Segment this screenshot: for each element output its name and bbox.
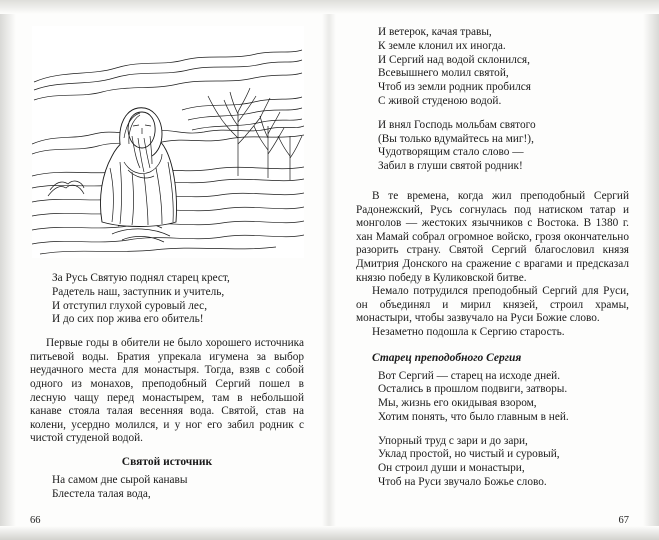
verse-line: Блестела талая вода,: [52, 487, 151, 500]
right-page-prose: [356, 190, 629, 340]
paragraph-old-age: Незаметно подошла к Сергию старость.: [372, 325, 565, 338]
verse-line: Радетель наш, заступник и учитель,: [52, 285, 225, 298]
verse-block-3: [356, 26, 629, 109]
verse-line: Хотим понять, что было главным в ней.: [378, 410, 569, 423]
verse-line: Забил в глуши святой родник!: [378, 160, 523, 173]
verse-line: На самом дне сырой канавы: [52, 473, 188, 486]
verse-line: И отступил глухой суровый лес,: [52, 299, 208, 312]
verse-block-4: [356, 119, 629, 174]
verse-line: И Сергий над водой склонился,: [378, 53, 530, 66]
verse-block-5: [356, 370, 629, 425]
verse-line: Уклад простой, но чистый и суровый,: [378, 448, 560, 461]
verse-line: Чудотворящим стало слово —: [378, 146, 524, 159]
paragraph-sergius-labours: Немало потрудился преподобный Сергий для Руси, он объединял и мирил князей, строил храмы, монастыри, чтобы зазвучало на Руси Божие слово.: [356, 285, 629, 325]
verse-line: И до сих пор жива его обитель!: [52, 313, 204, 326]
verse-line: Остались в прошлом подвиги, затворы.: [378, 383, 568, 396]
section-heading-elder-sergius: Старец преподобного Сергия: [372, 351, 522, 364]
page-number-left: 66: [30, 515, 41, 526]
verse-line: И внял Господь мольбам святого: [378, 118, 536, 131]
verse-line: Вот Сергий — старец на исходе дней.: [378, 369, 561, 382]
verse-block-6: [356, 435, 629, 490]
section-heading-holy-spring: Святой источник: [121, 455, 213, 468]
verse-block-1: [30, 272, 304, 327]
verse-line: За Русь Святую поднял старец крест,: [52, 272, 230, 284]
right-page: [330, 0, 659, 540]
verse-line: Он строил души и монастыри,: [378, 462, 525, 475]
verse-line: Упорный труд с зари и до зари,: [378, 434, 528, 447]
verse-line: Чтоб из земли родник пробился: [378, 81, 531, 94]
verse-line: Чтоб на Руси звучало Божье слово.: [378, 476, 547, 489]
verse-line: (Вы только вдумайтесь на миг!),: [378, 132, 534, 145]
paragraph-spring-origin: Первые годы в обители не было хорошего источника питьевой воды. Братия упрекала игумена за выбор неудачного места для монастыря. Тогда, взяв с собой одного из монахов, преподобный Сергий пошел в лесную чащу перед монастырем, там в небольшой канаве стояла талая весенняя вода. Святой, став на колени, усердно молился, и у ног его забил родник с чистой студеной водой.: [30, 337, 304, 445]
verse-line: Всевышнего молил святой,: [378, 67, 509, 80]
paragraph-mamai-kulikovo: В те времена, когда жил преподобный Сергий Радонежский, Русь согнулась под натиском татар и монголов — жестоких язычников с Востока. В 1380 г. хан Мамай собрал огромное войско, грозя окончательно разорить страну. Святой Сергий благословил князя Дмитрия Донского на сражение с врагами и предсказал князю победу в Куликовской битве.: [356, 189, 629, 284]
page-number-right: 67: [618, 515, 629, 526]
verse-block-2: [30, 474, 304, 502]
verse-line: С живой студеною водой.: [378, 94, 502, 107]
verse-line: И ветерок, качая травы,: [378, 26, 492, 38]
verse-line: К земле клонил их иногда.: [378, 39, 506, 52]
monk-praying-by-spring-illustration: [32, 26, 304, 258]
verse-line: Мы, жизнь его окидывая взором,: [378, 397, 537, 410]
